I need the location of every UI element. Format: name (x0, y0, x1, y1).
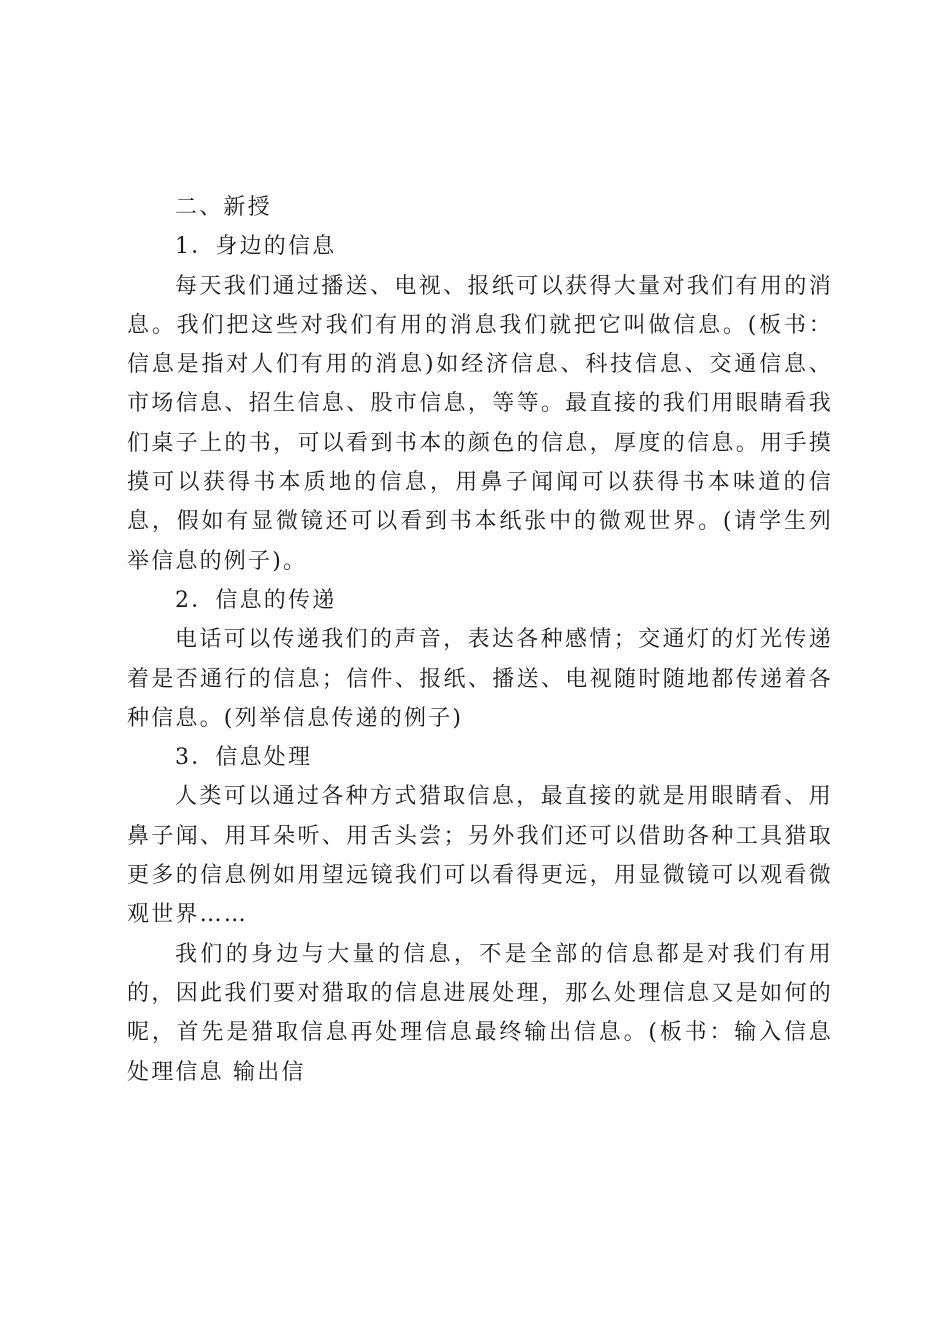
section-3-paragraph-1: 人类可以通过各种方式猎取信息，最直接的就是用眼睛看、用鼻子闻、用耳朵听、用舌头尝；另外我们还可以借助各种工具猎取更多的信息例如用望远镜我们可以看得更远，用显微镜可以观看微观世界…… (127, 784, 833, 928)
section-2-paragraph: 电话可以传递我们的声音，表达各种感情；交通灯的灯光传递着是否通行的信息；信件、报纸、播送、电视随时随地都传递着各种信息。(列举信息传递的例子) (127, 627, 833, 731)
section-1-title: 1．身边的信息 (175, 234, 337, 260)
section-2-title: 2．信息的传递 (175, 587, 337, 613)
section-heading: 二、新授 (175, 195, 272, 220)
section-3-title: 3．信息处理 (175, 745, 313, 771)
section-3-paragraph-2: 我们的身边与大量的信息，不是全部的信息都是对我们有用的，因此我们要对猎取的信息进展处理，那么处理信息又是如何的呢，首先是猎取信息再处理信息最终输出信息。(板书：输入信息 处理信息 输出信 (127, 941, 833, 1085)
section-1-paragraph: 每天我们通过播送、电视、报纸可以获得大量对我们有用的消息。我们把这些对我们有用的消息我们就把它叫做信息。(板书：信息是指对人们有用的消息)如经济信息、科技信息、交通信息、市场信息、招生信息、股市信息，等等。最直接的我们用眼睛看我们桌子上的书，可以看到书本的颜色的信息，厚度的信息。用手摸摸可以获得书本质地的信息，用鼻子闻闻可以获得书本味道的信息，假如有显微镜还可以看到书本纸张中的微观世界。(请学生列举信息的例子)。 (127, 273, 833, 574)
document-body (127, 188, 833, 1092)
